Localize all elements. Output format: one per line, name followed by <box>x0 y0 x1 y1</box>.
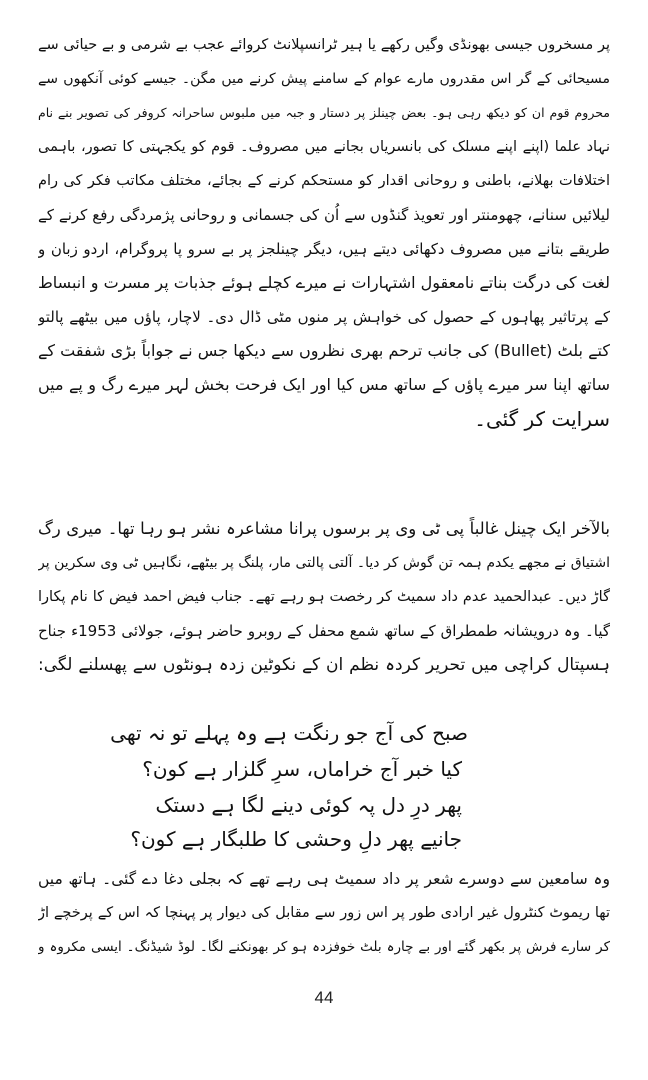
text-line: اختلافات بھلانے، باطنی و روحانی اقدار کو مستحکم کرنے کے بجائے، مختلف مکاتب فکر کی رام <box>38 173 610 189</box>
text-line: ساتھ اپنا سر میرے پاؤں کے ساتھ مس کیا اور ایک فرحت بخش لہر میرے رگ و پے میں <box>38 375 610 394</box>
text-line: بالآخر ایک چینل غالباً پی ٹی وی پر برسوں پرانا مشاعرہ نشر ہو رہا تھا۔ میری رگ <box>38 519 610 538</box>
poem-line: جانیے پھر دلِ وحشی کا طلبگار ہے کون؟ <box>130 827 462 851</box>
text-line: سرایت کر گئی۔ <box>474 407 610 431</box>
text-line: ہسپتال کراچی میں تحریر کردہ نظم ان کے نکوٹین زدہ ہونٹوں سے پھسلنے لگی: <box>38 655 610 675</box>
poem-line: پھر درِ دل پہ کوئی دینے لگا ہے دستک <box>155 793 462 817</box>
text-line: پر مسخروں جیسی بھونڈی وگیں رکھے یا ہیر ٹرانسپلانٹ کروائے عجب بے شرمی و بے حیائی سے <box>38 37 610 53</box>
paragraph-1 <box>38 28 610 436</box>
text-line: کے پرتاثیر پھاہوں کے حصول کی خواہش پر منوں مٹی ڈال دی۔ لاچار، پاؤں میں بیٹھے پالتو <box>38 308 610 326</box>
text-line: گاڑ دیں۔ عبدالحمید عدم داد سمیٹ کر رخصت ہو رہے تھے۔ جناب فیض احمد فیض کا نام پکارا <box>38 589 610 605</box>
paragraph-3 <box>38 862 610 964</box>
text-line: نہاد علما (اپنے اپنے مسلک کی بانسریاں بجانے میں مصروف۔ قوم کو یکجہتی کا تصور، باہمی <box>38 139 610 155</box>
text-line: تھا ریموٹ کنٹرول غیر ارادی طور پر اس زور سے مقابل کی دیوار پر پہنچا کہ اس کے پرخچے اڑ <box>38 905 610 921</box>
text-line: طریقے بتانے میں مصروف دکھائی دیتے ہیں، دیگر چینلجز پر بے سرو پا پروگرام، اردو زبان و <box>38 240 610 258</box>
page-number: 44 <box>314 988 334 1007</box>
poem-line: صبح کی آج جو رنگت ہے وہ پہلے تو نہ تھی <box>110 721 468 745</box>
text-line: مسیحائی کے گر اس مقدروں مارے عوام کے سامنے پیش کرنے میں مگن۔ جیسے کوئی آنکھوں سے <box>38 71 610 87</box>
text-line: وہ سامعین سے دوسرے شعر پر داد سمیٹ ہی رہے تھے کہ بجلی دغا دے گئی۔ ہاتھ میں <box>38 870 610 888</box>
text-line: لغت کی درگت بناتے نامعقول اشتہارات نے میرے کچلے ہوئے جذبات پر مسرت و انبساط <box>38 273 610 292</box>
text-line: محروم قوم ان کو دیکھ رہی ہو۔ بعض چینلز پر دستار و جبہ میں ملبوس ساحرانہ کروفر کی تصویر بنے نام <box>38 105 610 120</box>
paragraph-2 <box>38 512 610 682</box>
text-line: گیا۔ وہ درویشانہ طمطراق کے ساتھ شمع محفل کے روبرو حاضر ہوئے، جولائی 1953ء جناح <box>38 622 610 640</box>
poem-line: کیا خبر آج خراماں، سرِ گلزار ہے کون؟ <box>142 757 462 781</box>
text-line: کتے بلٹ (Bullet) کی جانب ترحم بھری نظروں سے دیکھا جس نے جواباً بڑی شفقت کے <box>38 341 610 360</box>
text-line: اشتیاق نے مجھے یکدم ہمہ تن گوش کر دیا۔ آلتی پالتی مار، پلنگ پر بیٹھے، نگاہیں ٹی وی سکرین پر <box>38 555 610 571</box>
text-line: لیلائیں سنانے، چھومنتر اور تعویذ گنڈوں سے اُن کی جسمانی و روحانی پژمردگی رفع کرنے کے <box>38 206 610 224</box>
text-line: کر سارے فرش پر بکھر گئے اور بے چارہ بلٹ خوفزدہ ہو کر بھونکنے لگا۔ لوڈ شیڈنگ۔ ایسی مکروہ و <box>38 939 610 955</box>
